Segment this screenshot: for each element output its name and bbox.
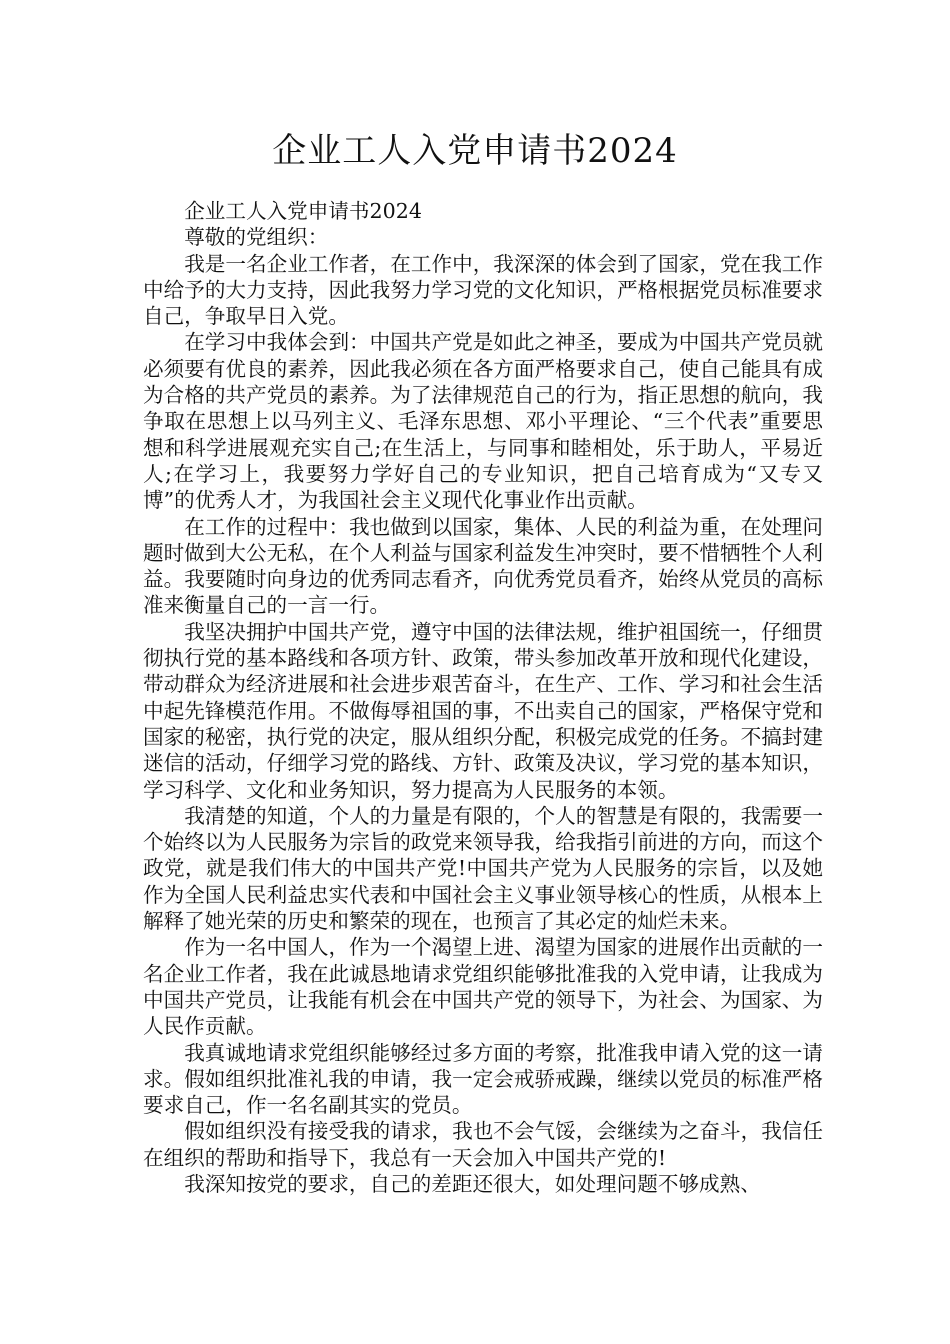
- paragraph: 我坚决拥护中国共产党，遵守中国的法律法规，维护祖国统一，仔细贯彻执行党的基本路线和各项方针、政策，带头参加改革开放和现代化建设，带动群众为经济进展和社会进步艰苦奋斗，在生产、工作、学习和社会生活中起先锋模范作用。不做侮辱祖国的事，不出卖自己的国家，严格保守党和国家的秘密，执行党的决定，服从组织分配，积极完成党的任务。不搞封建迷信的活动，仔细学习党的路线、方针、政策及决议，学习党的基本知识，学习科学、文化和业务知识，努力提高为人民服务的本领。: [143, 619, 823, 802]
- paragraph: 我深知按党的要求，自己的差距还很大，如处理问题不够成熟、: [184, 1171, 761, 1196]
- paragraph: 我清楚的知道，个人的力量是有限的，个人的智慧是有限的，我需要一个始终以为人民服务为宗旨的政党来领导我，给我指引前进的方向，而这个政党，就是我们伟大的中国共产党!中国共产党为人民服务的宗旨，以及她作为全国人民利益忠实代表和中国社会主义事业领导核心的性质，从根本上解释了她光荣的历史和繁荣的现在，也预言了其必定的灿烂未来。: [143, 803, 823, 934]
- document-title: 企业工人入党申请书2024: [272, 131, 678, 171]
- paragraph: 假如组织没有接受我的请求，我也不会气馁，会继续为之奋斗，我信任在组织的帮助和指导下，我总有一天会加入中国共产党的!: [143, 1119, 823, 1170]
- paragraph: 在工作的过程中：我也做到以国家，集体、人民的利益为重，在处理问题时做到大公无私，在个人利益与国家利益发生冲突时，要不惜牺牲个人利益。我要随时向身边的优秀同志看齐，向优秀党员看齐，始终从党员的高标准来衡量自己的一言一行。: [143, 514, 823, 618]
- paragraph: 在学习中我体会到：中国共产党是如此之神圣，要成为中国共产党员就必须要有优良的素养，因此我必须在各方面严格要求自己，使自己能具有成为合格的共产党员的素养。为了法律规范自己的行为，指正思想的航向，我争取在思想上以马列主义、毛泽东思想、邓小平理论、“三个代表”重要思想和科学进展观充实自己;在生活上，与同事和睦相处，乐于助人，平易近人;在学习上，我要努力学好自己的专业知识，把自己培育成为“又专又博”的优秀人才，为我国社会主义现代化事业作出贡献。: [143, 330, 823, 513]
- paragraph-subtitle: 企业工人入党申请书2024: [184, 199, 422, 223]
- document-body: [143, 198, 823, 1197]
- paragraph: 我真诚地请求党组织能够经过多方面的考察，批准我申请入党的这一请求。假如组织批准礼我的申请，我一定会戒骄戒躁，继续以党员的标准严格要求自己，作一名名副其实的党员。: [143, 1040, 823, 1118]
- paragraph: 我是一名企业工作者，在工作中，我深深的体会到了国家，党在我工作中给予的大力支持，因此我努力学习党的文化知识，严格根据党员标准要求自己，争取早日入党。: [143, 251, 823, 329]
- paragraph-salutation: 尊敬的党组织：: [184, 225, 329, 250]
- paragraph: 作为一名中国人，作为一个渴望上进、渴望为国家的进展作出贡献的一名企业工作者，我在此诚恳地请求党组织能够批准我的入党申请，让我成为中国共产党员，让我能有机会在中国共产党的领导下，为社会、为国家、为人民作贡献。: [143, 935, 823, 1039]
